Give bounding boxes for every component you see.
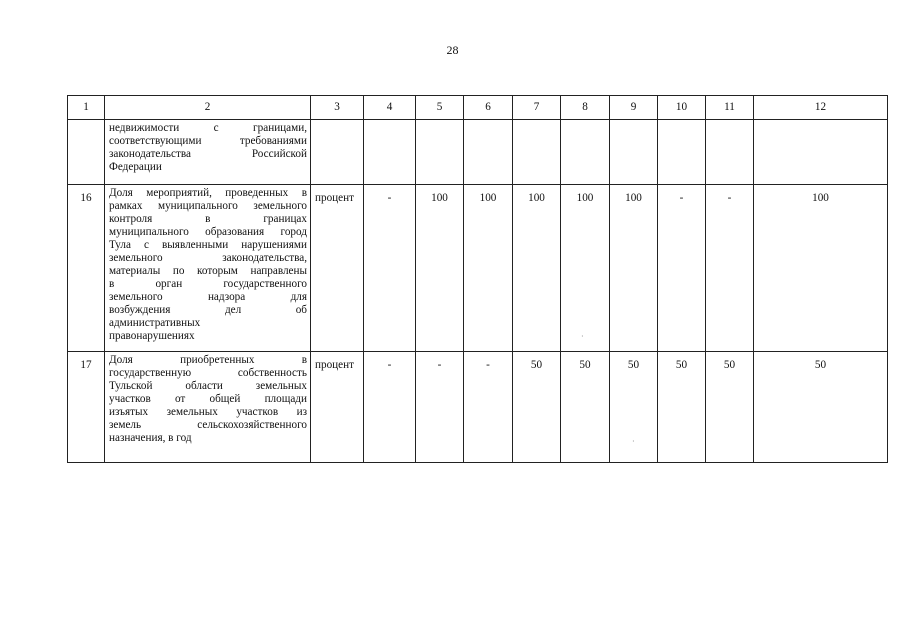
description-line: возбуждения дел об [109,304,307,316]
header-cell: 1 [68,96,105,120]
value-cell: 50 [513,352,561,463]
description-line: недвижимости с границами, [109,122,307,134]
header-row [68,96,888,120]
description-line: земельного надзора для [109,291,307,303]
description-line: земельного законодательства, [109,252,307,264]
row-number [68,120,105,185]
description-line: Доля мероприятий, проведенных в [109,187,307,199]
page-number: 28 [446,43,459,57]
value-cell [513,120,561,185]
description-line: Федерации [109,161,162,173]
row-number: 17 [68,352,105,463]
value-cell: 100 [464,185,513,352]
description-line: государственную собственность [109,367,307,379]
value-cell [658,120,706,185]
description-line: рамках муниципального земельного [109,200,307,212]
header-cell: 2 [105,96,311,120]
description-line: Тульской области земельных [109,380,307,392]
description-line: материалы по которым направлены [109,265,307,277]
unit-cell [311,120,364,185]
value-cell: 50 [561,352,610,463]
indicators-table [67,95,888,463]
description-line: муниципального образования город [109,226,307,238]
scan-speck: · [581,332,584,341]
value-cell: 50 [610,352,658,463]
header-cell: 11 [706,96,754,120]
row-number: 16 [68,185,105,352]
value-cell [754,120,888,185]
value-cell: 100 [416,185,464,352]
description-line: изъятых земельных участков из [109,406,307,418]
value-cell: 100 [561,185,610,352]
indicator-description [105,352,311,463]
table-row [68,352,888,463]
scan-speck: · [632,437,635,446]
description-line: Тула с выявленными нарушениями [109,239,307,251]
value-cell: - [364,352,416,463]
header-cell: 12 [754,96,888,120]
description-line: правонарушениях [109,330,195,342]
header-cell: 4 [364,96,416,120]
description-line: законодательства Российской [109,148,307,160]
value-cell [416,120,464,185]
value-cell: 50 [706,352,754,463]
description-line: административных [109,317,201,329]
value-cell: - [706,185,754,352]
value-cell: 100 [610,185,658,352]
value-cell: 100 [513,185,561,352]
header-cell: 3 [311,96,364,120]
description-line: земель сельскохозяйственного [109,419,307,431]
description-line: Доля приобретенных в [109,354,307,366]
table-row [68,120,888,185]
value-cell: 100 [754,185,888,352]
value-cell [364,120,416,185]
value-cell [561,120,610,185]
header-cell: 5 [416,96,464,120]
description-line: соответствующими требованиями [109,135,307,147]
value-cell [706,120,754,185]
description-line: в орган государственного [109,278,307,290]
value-cell [610,120,658,185]
value-cell: - [416,352,464,463]
value-cell: - [464,352,513,463]
header-cell: 7 [513,96,561,120]
table-row [68,185,888,352]
header-cell: 10 [658,96,706,120]
header-cell: 8 [561,96,610,120]
value-cell [464,120,513,185]
indicator-description [105,185,311,352]
value-cell: 50 [754,352,888,463]
unit-cell: процент [311,185,364,352]
description-line: участков от общей площади [109,393,307,405]
description-line: контроля в границах [109,213,307,225]
description-line: назначения, в год [109,432,192,444]
value-cell: - [658,185,706,352]
indicator-description [105,120,311,185]
value-cell: 50 [658,352,706,463]
header-cell: 6 [464,96,513,120]
value-cell: - [364,185,416,352]
header-cell: 9 [610,96,658,120]
unit-cell: процент [311,352,364,463]
